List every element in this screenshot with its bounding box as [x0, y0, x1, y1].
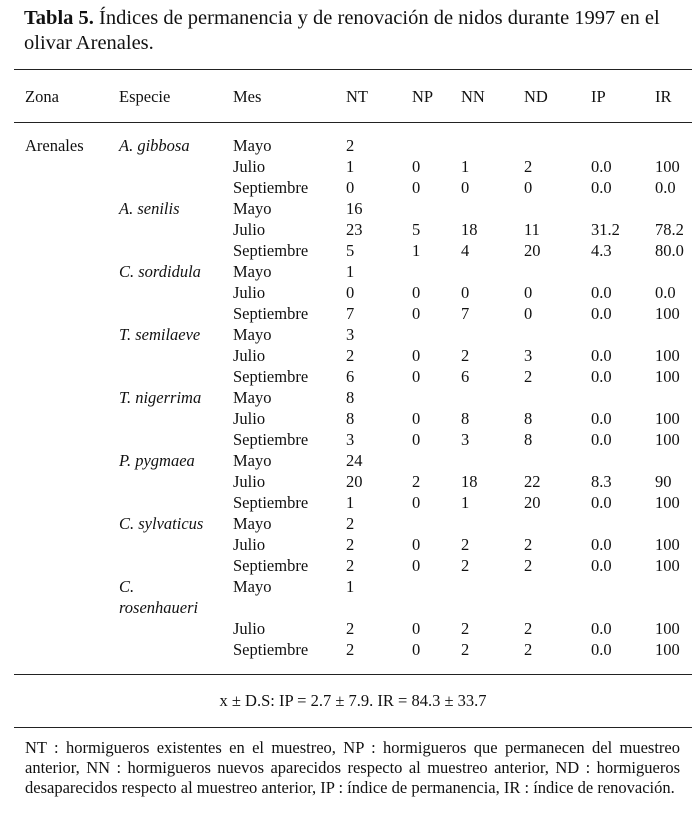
cell-especie: C.: [119, 577, 135, 596]
cell-ip: 0.0: [591, 556, 612, 575]
cell-ir: 100: [655, 157, 680, 176]
cell-mes: Julio: [233, 157, 266, 176]
col-header-nn: NN: [461, 87, 485, 106]
cell-nd: 20: [524, 493, 541, 512]
cell-ip: 0.0: [591, 409, 612, 428]
cell-nn: 7: [461, 304, 470, 323]
cell-nt: 16: [346, 199, 363, 218]
cell-nn: 2: [461, 619, 470, 638]
cell-mes: Mayo: [233, 514, 272, 533]
cell-nd: 2: [524, 157, 533, 176]
cell-nt: 8: [346, 409, 355, 428]
cell-nt: 6: [346, 367, 355, 386]
cell-nt: 1: [346, 577, 355, 596]
cell-nd: 11: [524, 220, 540, 239]
cell-nd: 8: [524, 409, 533, 428]
cell-nd: 8: [524, 430, 533, 449]
cell-np: 0: [412, 367, 421, 386]
cell-ir: 100: [655, 556, 680, 575]
cell-nt: 3: [346, 325, 355, 344]
cell-np: 0: [412, 304, 421, 323]
cell-nt: 5: [346, 241, 355, 260]
cell-nn: 2: [461, 346, 470, 365]
cell-nd: 0: [524, 304, 533, 323]
table-label: Tabla 5.: [24, 7, 94, 29]
cell-nd: 0: [524, 283, 533, 302]
cell-ip: 0.0: [591, 283, 612, 302]
cell-mes: Julio: [233, 535, 266, 554]
col-header-especie: Especie: [119, 87, 171, 106]
cell-especie: C. sylvaticus: [119, 514, 204, 533]
cell-nt: 0: [346, 283, 355, 302]
cell-nn: 1: [461, 493, 470, 512]
cell-nn: 3: [461, 430, 470, 449]
cell-nn: 2: [461, 640, 470, 659]
cell-np: 0: [412, 430, 421, 449]
footnotes: NT : hormigueros existentes en el muestreo, NP : hormigueros que permanecen del muestreo anterior, NN : hormigueros nuevos aparecidos respecto al muestreo anterior, ND : hormigueros desaparecidos respecto al muestreo anterior, IP : índice de permanencia, IR : índice de renovación.: [25, 738, 680, 797]
cell-mes: Julio: [233, 283, 266, 302]
cell-mes: Julio: [233, 220, 266, 239]
cell-especie: P. pygmaea: [119, 451, 195, 470]
col-header-zona: Zona: [25, 87, 59, 106]
cell-nt: 20: [346, 472, 363, 491]
cell-nt: 2: [346, 619, 355, 638]
cell-nn: 0: [461, 283, 470, 302]
cell-nt: 24: [346, 451, 363, 470]
cell-ip: 0.0: [591, 178, 612, 197]
cell-mes: Septiembre: [233, 367, 309, 386]
cell-ip: 0.0: [591, 535, 612, 554]
cell-ir: 0.0: [655, 283, 676, 302]
cell-especie-cont: rosenhaueri: [119, 598, 199, 617]
cell-mes: Septiembre: [233, 178, 309, 197]
cell-np: 2: [412, 472, 421, 491]
cell-nt: 2: [346, 535, 355, 554]
cell-nd: 2: [524, 535, 533, 554]
cell-ip: 0.0: [591, 367, 612, 386]
cell-nt: 2: [346, 556, 355, 575]
cell-nt: 0: [346, 178, 355, 197]
cell-nt: 2: [346, 136, 355, 155]
col-header-mes: Mes: [233, 87, 262, 106]
cell-mes: Julio: [233, 346, 266, 365]
cell-mes: Mayo: [233, 325, 272, 344]
cell-nt: 8: [346, 388, 355, 407]
cell-ip: 0.0: [591, 157, 612, 176]
cell-mes: Septiembre: [233, 640, 309, 659]
cell-mes: Septiembre: [233, 493, 309, 512]
cell-mes: Septiembre: [233, 430, 309, 449]
cell-mes: Mayo: [233, 388, 272, 407]
cell-especie: C. sordidula: [119, 262, 201, 281]
cell-nn: 0: [461, 178, 470, 197]
cell-especie: T. nigerrima: [119, 388, 202, 407]
cell-ir: 100: [655, 409, 680, 428]
col-header-nd: ND: [524, 87, 548, 106]
cell-mes: Julio: [233, 619, 266, 638]
top-rule: [14, 69, 692, 70]
cell-ir: 100: [655, 619, 680, 638]
cell-mes: Julio: [233, 472, 266, 491]
cell-ip: 0.0: [591, 493, 612, 512]
cell-nd: 2: [524, 556, 533, 575]
cell-nn: 1: [461, 157, 470, 176]
cell-ir: 0.0: [655, 178, 676, 197]
cell-ip: 8.3: [591, 472, 612, 491]
cell-especie: A. gibbosa: [119, 136, 190, 155]
cell-nn: 6: [461, 367, 470, 386]
cell-nn: 18: [461, 220, 478, 239]
col-header-ir: IR: [655, 87, 672, 106]
cell-nd: 2: [524, 640, 533, 659]
cell-ir: 100: [655, 346, 680, 365]
cell-nt: 3: [346, 430, 355, 449]
cell-mes: Mayo: [233, 451, 272, 470]
cell-ip: 0.0: [591, 346, 612, 365]
cell-nd: 3: [524, 346, 533, 365]
summary-line: x ± D.S: IP = 2.7 ± 7.9. IR = 84.3 ± 33.7: [219, 691, 487, 710]
cell-mes: Septiembre: [233, 304, 309, 323]
cell-np: 0: [412, 409, 421, 428]
cell-nd: 22: [524, 472, 541, 491]
cell-especie: A. senilis: [119, 199, 180, 218]
cell-mes: Mayo: [233, 577, 272, 596]
cell-np: 1: [412, 241, 421, 260]
cell-ip: 4.3: [591, 241, 612, 260]
cell-np: 0: [412, 619, 421, 638]
cell-ir: 100: [655, 304, 680, 323]
cell-ir: 100: [655, 535, 680, 554]
cell-nn: 4: [461, 241, 470, 260]
cell-mes: Septiembre: [233, 556, 309, 575]
cell-nt: 2: [346, 514, 355, 533]
cell-ip: 0.0: [591, 619, 612, 638]
cell-nn: 8: [461, 409, 470, 428]
cell-ip: 0.0: [591, 430, 612, 449]
cell-np: 0: [412, 346, 421, 365]
cell-ir: 80.0: [655, 241, 684, 260]
cell-mes: Mayo: [233, 136, 272, 155]
header-rule: [14, 122, 692, 123]
col-header-nt: NT: [346, 87, 368, 106]
cell-nd: 20: [524, 241, 541, 260]
cell-np: 0: [412, 640, 421, 659]
cell-mes: Mayo: [233, 262, 272, 281]
cell-np: 5: [412, 220, 421, 239]
cell-ir: 78.2: [655, 220, 684, 239]
cell-np: 0: [412, 178, 421, 197]
table-title: Índices de permanencia y de renovación de nidos durante 1997 en el olivar Arenales.: [24, 7, 660, 54]
cell-ip: 31.2: [591, 220, 620, 239]
cell-ir: 100: [655, 640, 680, 659]
cell-ir: 100: [655, 430, 680, 449]
col-header-np: NP: [412, 87, 434, 106]
col-header-ip: IP: [591, 87, 606, 106]
cell-nn: 2: [461, 556, 470, 575]
cell-nt: 1: [346, 157, 355, 176]
cell-nt: 2: [346, 346, 355, 365]
cell-np: 0: [412, 556, 421, 575]
cell-nd: 2: [524, 367, 533, 386]
cell-nn: 2: [461, 535, 470, 554]
cell-ir: 100: [655, 367, 680, 386]
cell-nt: 1: [346, 493, 355, 512]
cell-np: 0: [412, 283, 421, 302]
cell-nd: 2: [524, 619, 533, 638]
notes-rule: [14, 727, 692, 728]
cell-nt: 1: [346, 262, 355, 281]
cell-ir: 90: [655, 472, 672, 491]
cell-np: 0: [412, 535, 421, 554]
cell-nt: 23: [346, 220, 363, 239]
cell-nd: 0: [524, 178, 533, 197]
cell-ip: 0.0: [591, 304, 612, 323]
cell-nt: 2: [346, 640, 355, 659]
cell-mes: Julio: [233, 409, 266, 428]
cell-mes: Mayo: [233, 199, 272, 218]
cell-ip: 0.0: [591, 640, 612, 659]
cell-np: 0: [412, 157, 421, 176]
cell-especie: T. semilaeve: [119, 325, 201, 344]
cell-nn: 18: [461, 472, 478, 491]
cell-np: 0: [412, 493, 421, 512]
cell-nt: 7: [346, 304, 355, 323]
table-caption: [24, 6, 692, 56]
cell-zona: Arenales: [25, 136, 84, 155]
cell-mes: Septiembre: [233, 241, 309, 260]
cell-ir: 100: [655, 493, 680, 512]
bottom-rule: [14, 674, 692, 675]
